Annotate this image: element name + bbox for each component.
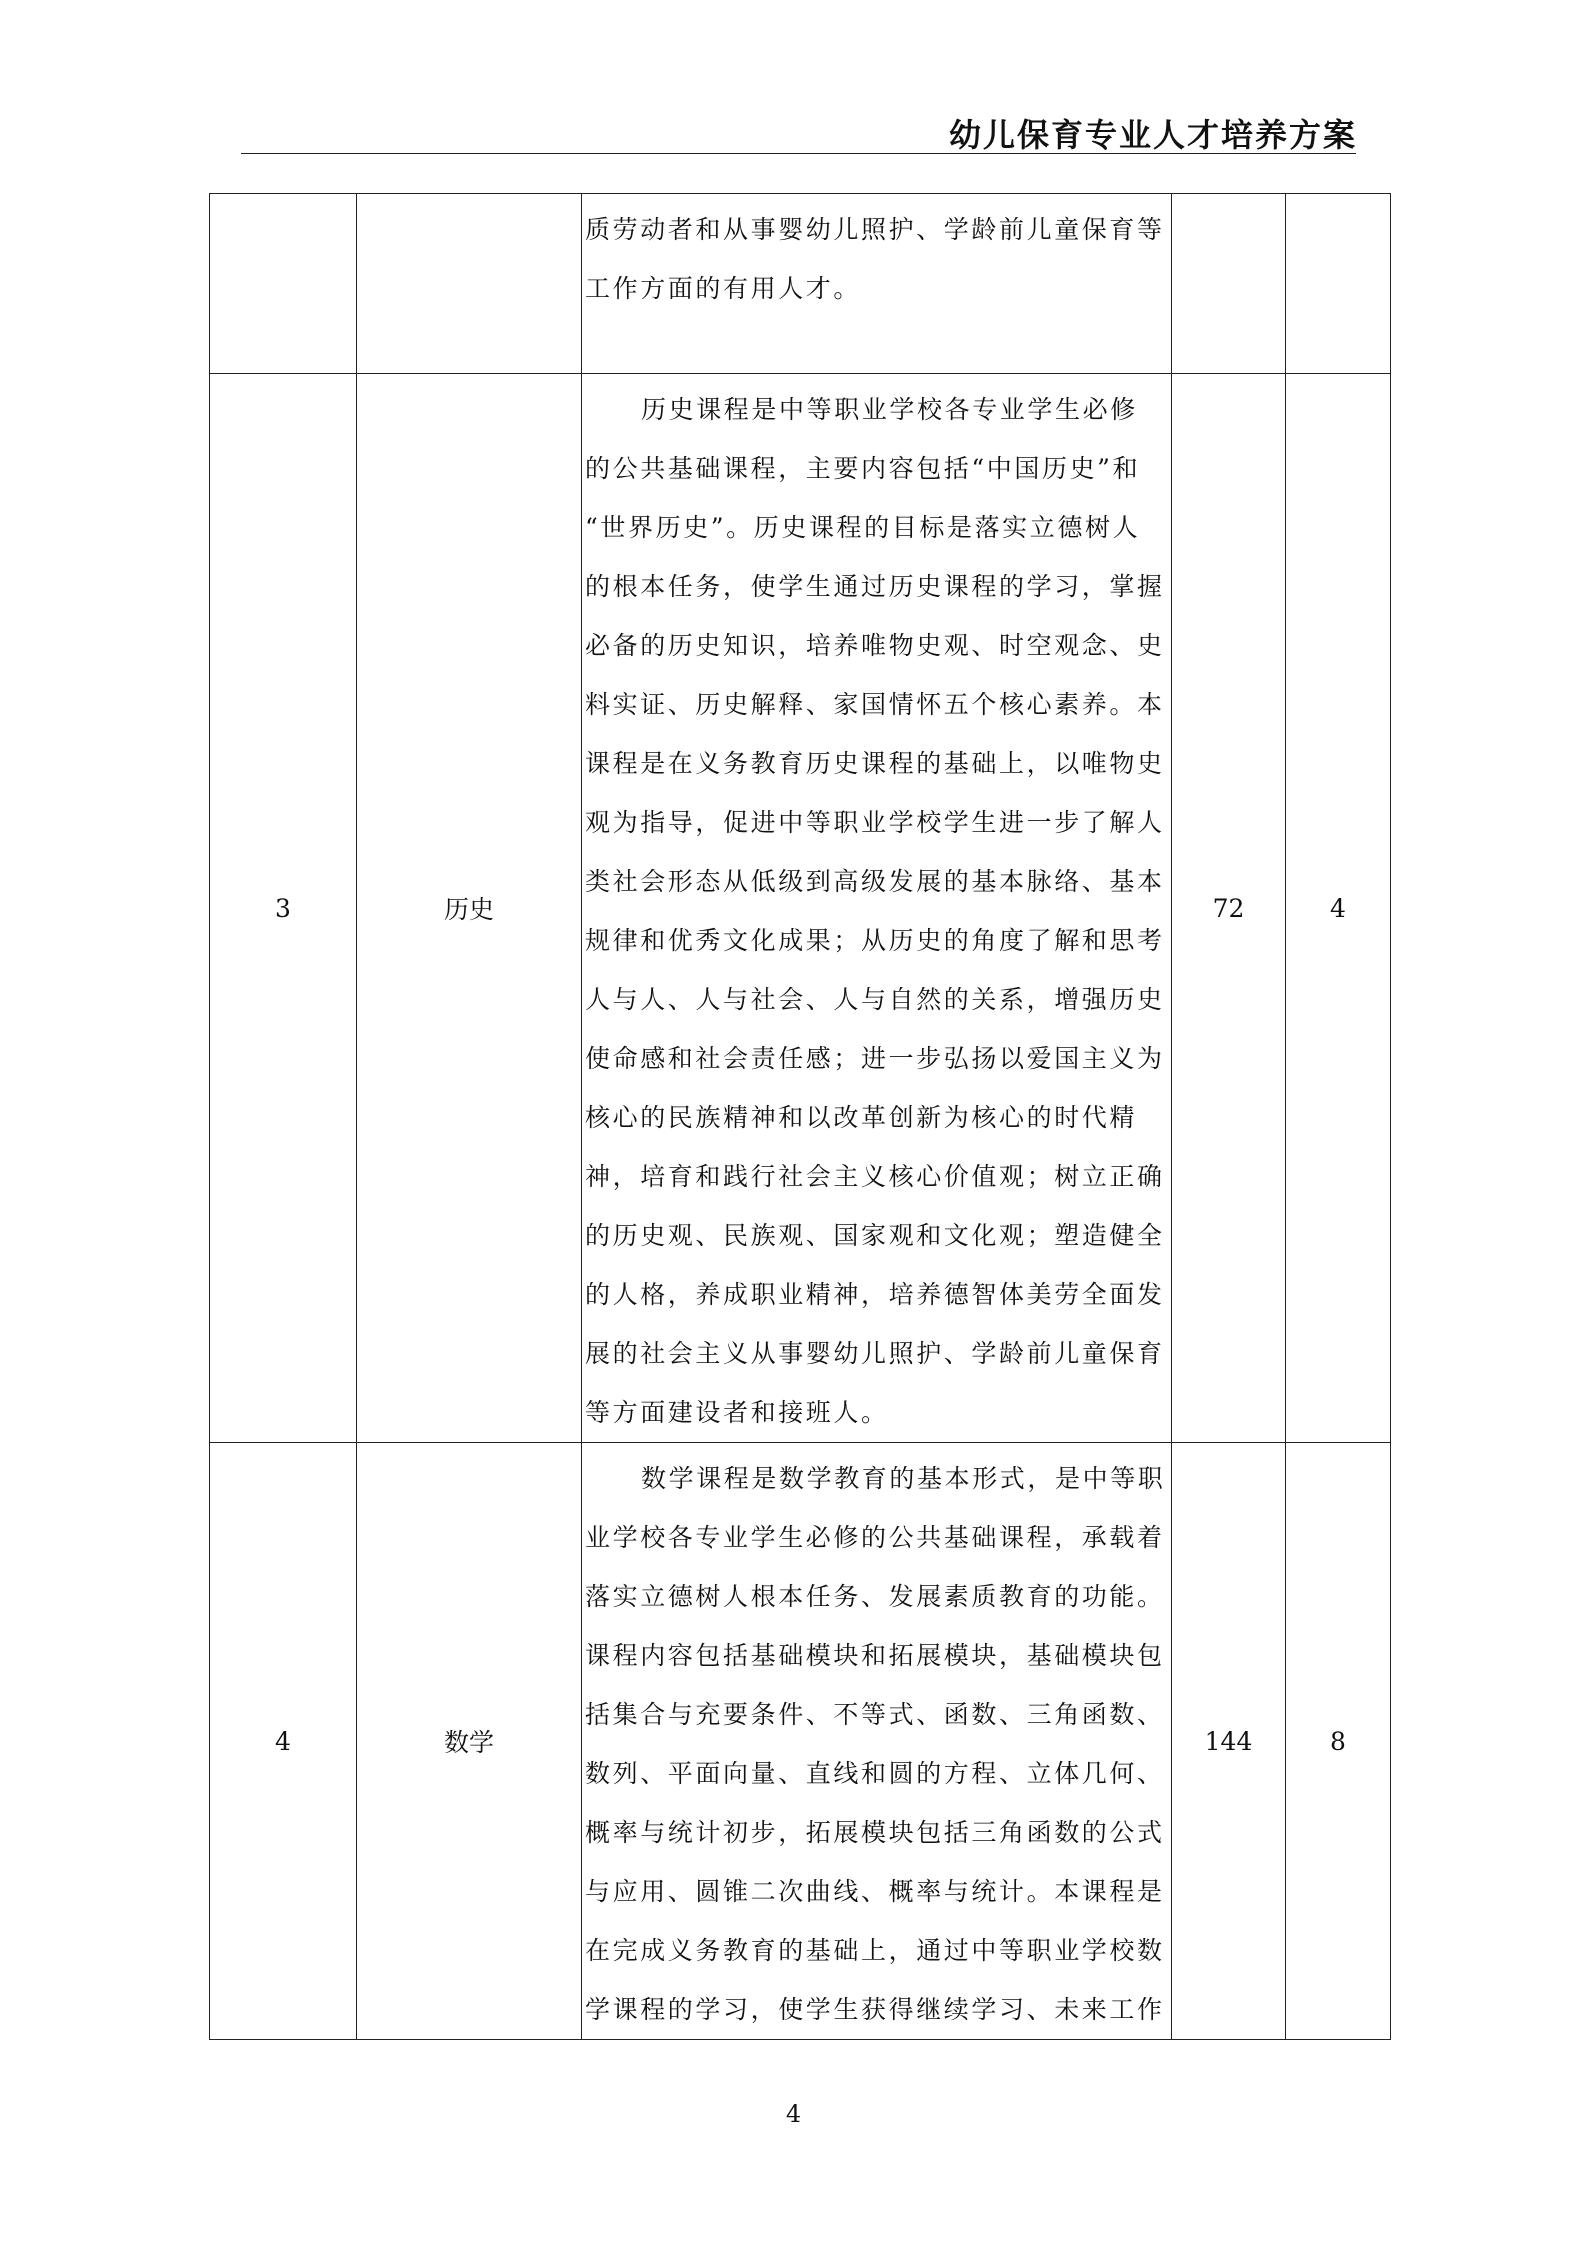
course-number-cell	[210, 194, 357, 374]
description-line: 历史课程是中等职业学校各专业学生必修	[641, 395, 1138, 424]
description-line: 业学校各专业学生必修的公共基础课程，承载着	[585, 1523, 1165, 1552]
description-line: 料实证、历史解释、家国情怀五个核心素养。本	[585, 690, 1165, 719]
description-line: 观为指导，促进中等职业学校学生进一步了解人	[585, 808, 1165, 837]
course-description-cell	[582, 194, 1172, 374]
description-line: 落实立德树人根本任务、发展素质教育的功能。	[585, 1582, 1165, 1611]
header-divider	[241, 153, 1356, 154]
document-header-title: 幼儿保育专业人才培养方案	[948, 116, 1357, 154]
description-line: 必备的历史知识，培养唯物史观、时空观念、史	[585, 631, 1165, 660]
course-hours-cell	[1172, 194, 1286, 374]
course-table	[209, 193, 1391, 2040]
description-line: 与应用、圆锥二次曲线、概率与统计。本课程是	[585, 1877, 1165, 1906]
course-credits-cell: 8	[1286, 1443, 1391, 2040]
description-line: 神，培育和践行社会主义核心价值观；树立正确	[585, 1162, 1165, 1191]
course-name-cell: 历史	[357, 374, 582, 1443]
description-line: 学课程的学习，使学生获得继续学习、未来工作	[585, 1995, 1165, 2024]
description-line: 展的社会主义从事婴幼儿照护、学龄前儿童保育	[585, 1339, 1165, 1368]
description-line: 核心的民族精神和以改革创新为核心的时代精	[585, 1103, 1138, 1132]
description-line: 人与人、人与社会、人与自然的关系，增强历史	[585, 985, 1165, 1014]
course-number-cell: 3	[210, 374, 357, 1443]
description-line: 的人格，养成职业精神，培养德智体美劳全面发	[585, 1280, 1165, 1309]
course-number-cell: 4	[210, 1443, 357, 2040]
course-credits-cell	[1286, 194, 1391, 374]
description-line: 使命感和社会责任感；进一步弘扬以爱国主义为	[585, 1044, 1165, 1073]
description-line: 的公共基础课程，主要内容包括“中国历史”和	[585, 454, 1141, 483]
description-line: 的根本任务，使学生通过历史课程的学习，掌握	[585, 572, 1165, 601]
course-hours-cell: 72	[1172, 374, 1286, 1443]
course-credits-cell: 4	[1286, 374, 1391, 1443]
description-line: 质劳动者和从事婴幼儿照护、学龄前儿童保育等	[585, 215, 1165, 244]
description-line: 数学课程是数学教育的基本形式，是中等职	[641, 1464, 1166, 1493]
description-line: 工作方面的有用人才。	[585, 274, 862, 303]
description-line: “世界历史”。历史课程的目标是落实立德树人	[585, 513, 1141, 542]
table-row	[210, 1443, 1391, 2040]
description-line: 等方面建设者和接班人。	[585, 1398, 889, 1427]
description-line: 概率与统计初步，拓展模块包括三角函数的公式	[585, 1818, 1165, 1847]
course-name-cell	[357, 194, 582, 374]
course-name-cell: 数学	[357, 1443, 582, 2040]
description-line: 的历史观、民族观、国家观和文化观；塑造健全	[585, 1221, 1165, 1250]
course-description-cell	[582, 1443, 1172, 2040]
description-line: 在完成义务教育的基础上，通过中等职业学校数	[585, 1936, 1165, 1965]
description-line: 课程内容包括基础模块和拓展模块，基础模块包	[585, 1641, 1165, 1670]
table-row	[210, 194, 1391, 374]
description-line: 课程是在义务教育历史课程的基础上，以唯物史	[585, 749, 1165, 778]
table-row	[210, 374, 1391, 1443]
description-line: 括集合与充要条件、不等式、函数、三角函数、	[585, 1700, 1165, 1729]
course-description-cell	[582, 374, 1172, 1443]
course-hours-cell: 144	[1172, 1443, 1286, 2040]
description-line: 规律和优秀文化成果；从历史的角度了解和思考	[585, 926, 1165, 955]
description-line: 数列、平面向量、直线和圆的方程、立体几何、	[585, 1759, 1165, 1788]
page-number: 4	[785, 2100, 802, 2128]
description-line: 类社会形态从低级到高级发展的基本脉络、基本	[585, 867, 1165, 896]
